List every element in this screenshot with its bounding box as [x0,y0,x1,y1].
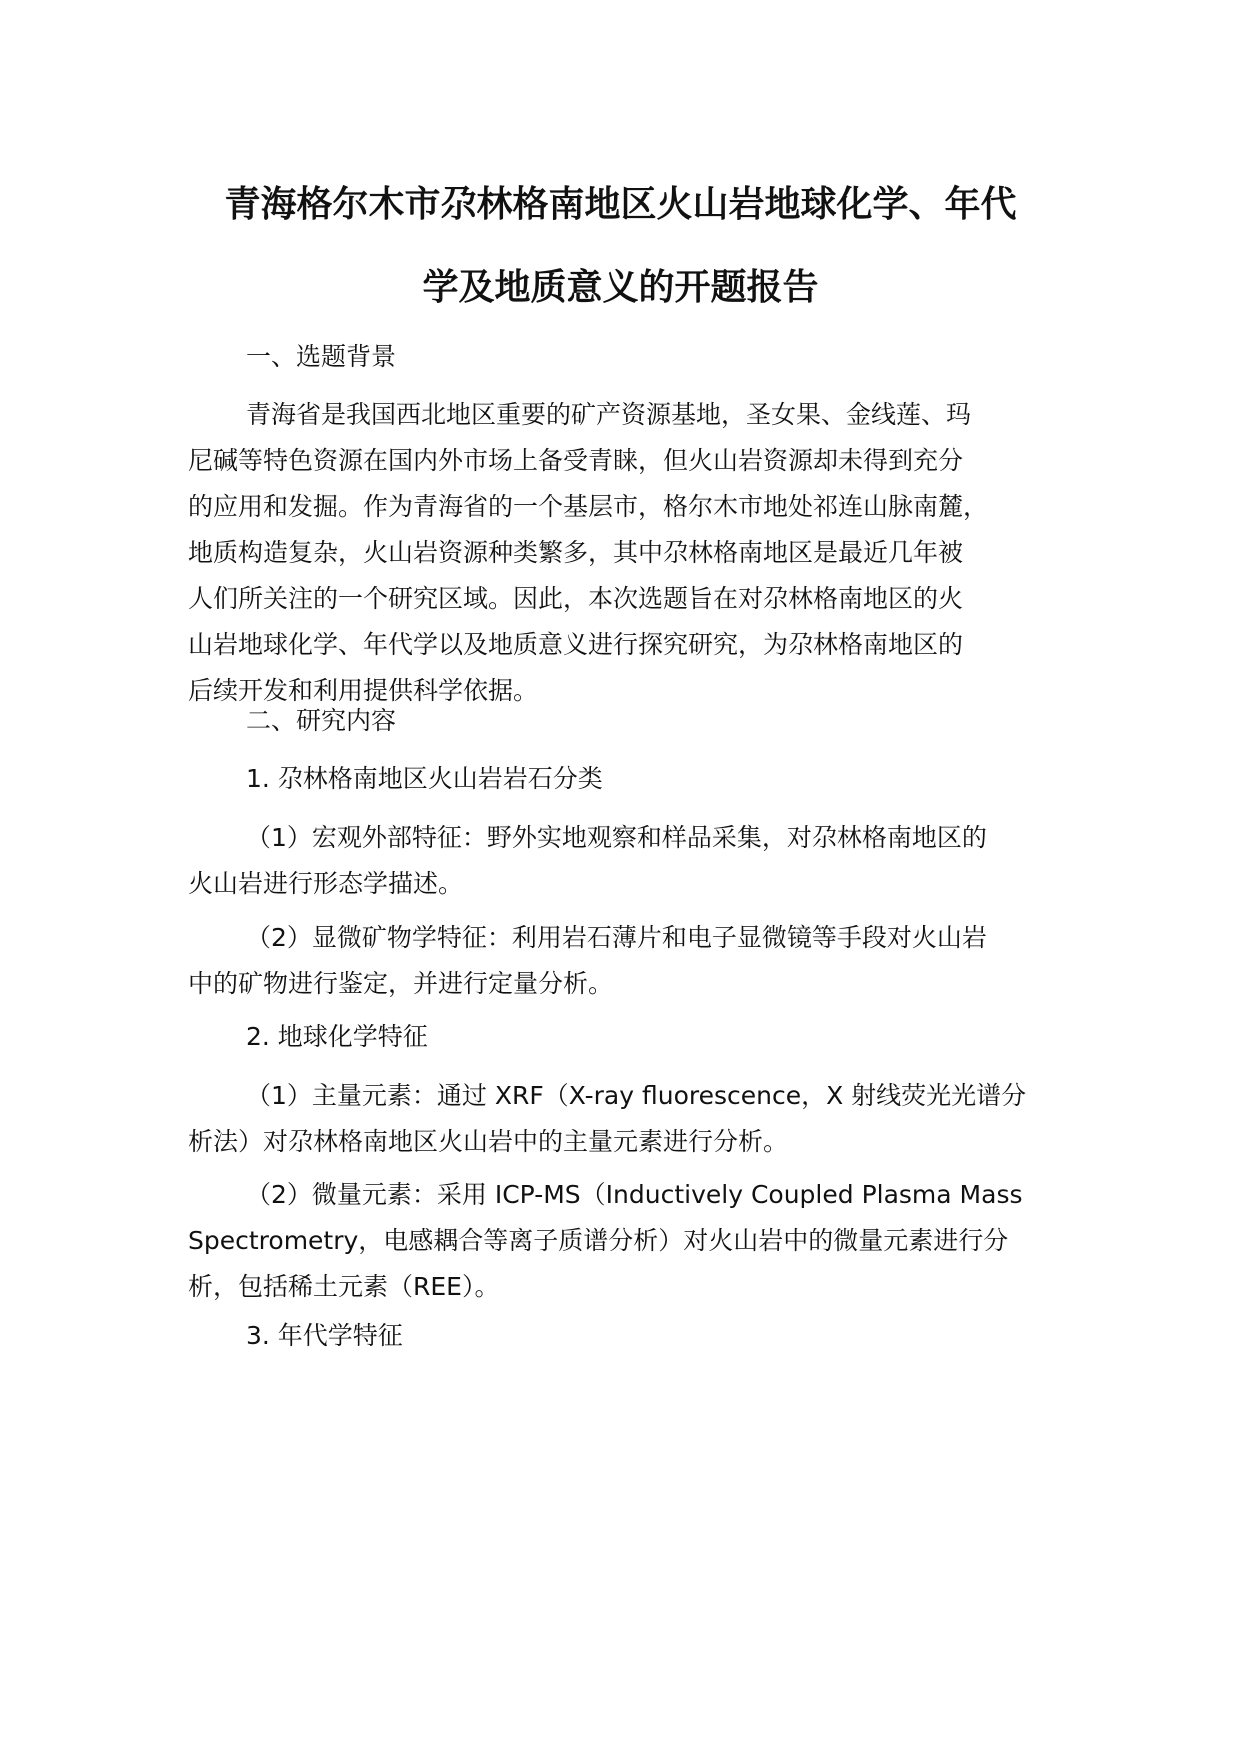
paragraph-macro-features: （1）宏观外部特征：野外实地观察和样品采集，对尕林格南地区的 火山岩进行形态学描述。 [188,823,987,898]
section-heading-research-content: 二、研究内容 [246,706,397,735]
paragraph-trace-elements: （2）微量元素：采用 ICP-MS（Inductively Coupled Plasma Mass Spectrometry，电感耦合等离子质谱分析）对火山岩中的微量元素进行分 析，包括稀土元素（REE）。 [188,1180,1023,1301]
subheading-geochemistry: 2. 地球化学特征 [246,1022,428,1051]
paragraph-major-elements: （1）主量元素：通过 XRF（X-ray fluorescence，X 射线荧光光谱分 析法）对尕林格南地区火山岩中的主量元素进行分析。 [188,1081,1027,1156]
subheading-geochronology: 3. 年代学特征 [246,1321,403,1350]
section-heading-background: 一、选题背景 [246,342,397,371]
subheading-rock-classification: 1. 尕林格南地区火山岩岩石分类 [246,764,603,793]
paragraph-background: 青海省是我国西北地区重要的矿产资源基地，圣女果、金线莲、玛 尼碱等特色资源在国内外市场上备受青睐，但火山岩资源却未得到充分 的应用和发掘。作为青海省的一个基层市，格尔木市地处祁连山脉南麓， 地质构造复杂，火山岩资源种类繁多，其中尕林格南地区是最近几年被 人们所关注的一个研究区域。因此，本次选题旨在对尕林格南地区的火 山岩地球化学、年代学以及地质意义进行探究研究，为尕林格南地区的 后续开发和利用提供科学依据。 [188,400,989,705]
document-title-line-2: 学及地质意义的开题报告 [422,267,819,308]
paragraph-microscopic-features: （2）显微矿物学特征：利用岩石薄片和电子显微镜等手段对火山岩 中的矿物进行鉴定，并进行定量分析。 [188,923,987,998]
document-title-line-1: 青海格尔木市尕林格南地区火山岩地球化学、年代 [224,184,1017,225]
